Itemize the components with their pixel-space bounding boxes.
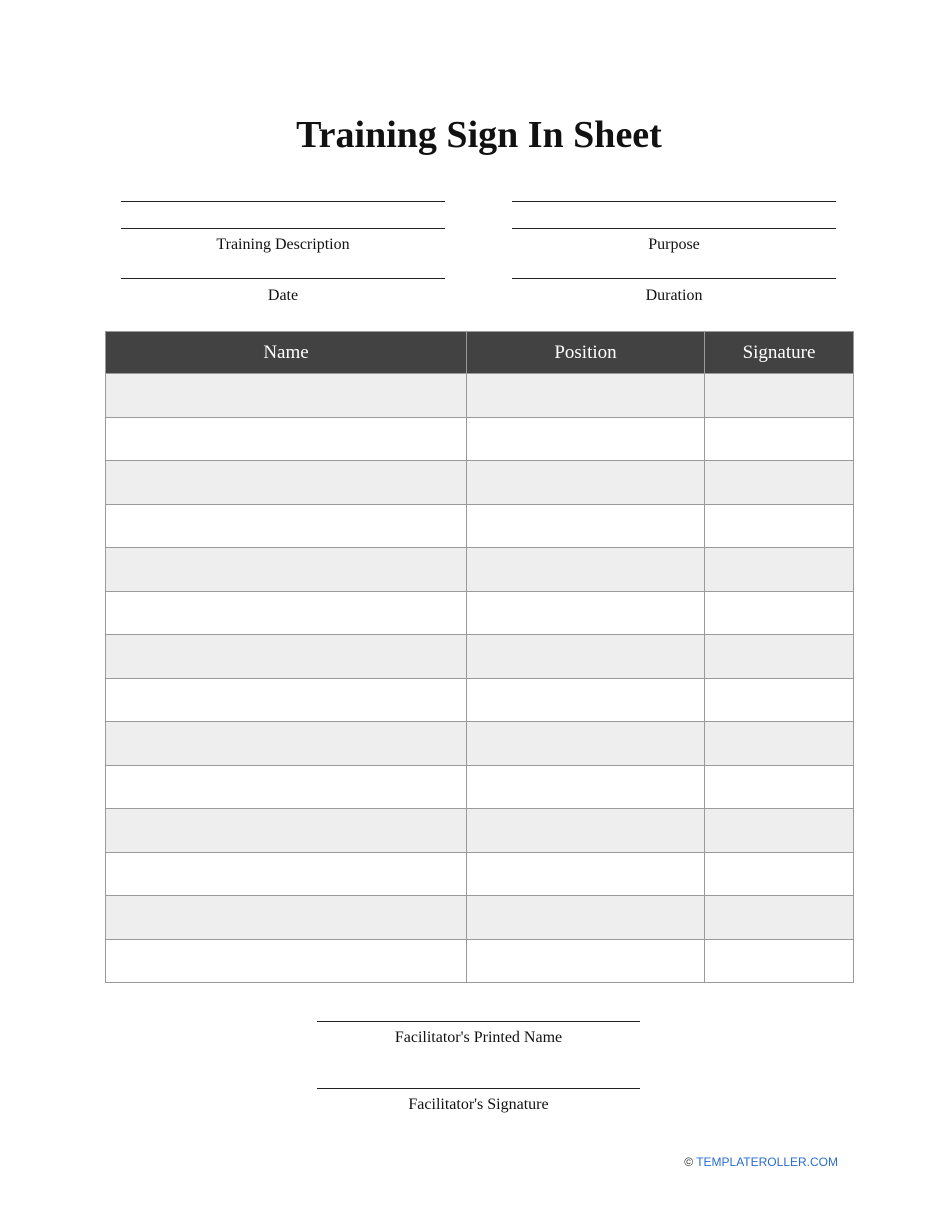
table-row <box>106 374 854 418</box>
name-cell[interactable] <box>106 678 467 722</box>
table-row <box>106 461 854 505</box>
facilitator-printed-name-label: Facilitator's Printed Name <box>394 1029 563 1046</box>
table-row <box>106 504 854 548</box>
name-cell[interactable] <box>106 635 467 679</box>
position-cell[interactable] <box>467 678 705 722</box>
table-row <box>106 722 854 766</box>
footer-credit <box>640 1155 838 1169</box>
facilitator-signature-line[interactable] <box>317 1088 640 1089</box>
table-row <box>106 896 854 940</box>
signature-cell[interactable] <box>705 374 854 418</box>
position-cell[interactable] <box>467 852 705 896</box>
table-row <box>106 678 854 722</box>
position-cell[interactable] <box>467 765 705 809</box>
position-cell[interactable] <box>467 939 705 983</box>
sign-in-table <box>105 331 854 983</box>
signature-cell[interactable] <box>705 896 854 940</box>
position-cell[interactable] <box>467 417 705 461</box>
date-label: Date <box>267 287 299 304</box>
position-cell[interactable] <box>467 548 705 592</box>
column-header-position: Position <box>467 332 705 374</box>
table-row <box>106 591 854 635</box>
signature-cell[interactable] <box>705 722 854 766</box>
table-row <box>106 635 854 679</box>
signature-cell[interactable] <box>705 504 854 548</box>
training-description-label: Training Description <box>216 236 350 253</box>
position-cell[interactable] <box>467 635 705 679</box>
signature-cell[interactable] <box>705 417 854 461</box>
table-row <box>106 765 854 809</box>
signature-cell[interactable] <box>705 678 854 722</box>
name-cell[interactable] <box>106 896 467 940</box>
signature-cell[interactable] <box>705 591 854 635</box>
name-cell[interactable] <box>106 461 467 505</box>
table-row <box>106 548 854 592</box>
name-cell[interactable] <box>106 374 467 418</box>
position-cell[interactable] <box>467 504 705 548</box>
position-cell[interactable] <box>467 722 705 766</box>
facilitator-signature-label: Facilitator's Signature <box>408 1096 549 1113</box>
name-cell[interactable] <box>106 504 467 548</box>
name-cell[interactable] <box>106 591 467 635</box>
signature-cell[interactable] <box>705 939 854 983</box>
table-row <box>106 939 854 983</box>
position-cell[interactable] <box>467 461 705 505</box>
templateroller-link[interactable]: TEMPLATEROLLER.COM <box>696 1155 838 1169</box>
facilitator-printed-name-line[interactable] <box>317 1021 640 1022</box>
position-cell[interactable] <box>467 374 705 418</box>
position-cell[interactable] <box>467 591 705 635</box>
copyright-symbol: © <box>684 1155 694 1169</box>
name-cell[interactable] <box>106 765 467 809</box>
name-cell[interactable] <box>106 852 467 896</box>
signature-cell[interactable] <box>705 809 854 853</box>
table-row <box>106 809 854 853</box>
document-title: Training Sign In Sheet <box>296 114 662 156</box>
training-description-line-2[interactable] <box>121 228 445 229</box>
position-cell[interactable] <box>467 809 705 853</box>
table-row <box>106 852 854 896</box>
duration-line[interactable] <box>512 278 836 279</box>
signature-cell[interactable] <box>705 765 854 809</box>
duration-label: Duration <box>645 287 703 304</box>
purpose-label: Purpose <box>648 236 700 253</box>
name-cell[interactable] <box>106 809 467 853</box>
name-cell[interactable] <box>106 939 467 983</box>
training-description-line-1[interactable] <box>121 201 445 202</box>
table-row <box>106 417 854 461</box>
name-cell[interactable] <box>106 548 467 592</box>
table-body <box>106 374 854 983</box>
column-header-name: Name <box>106 332 467 374</box>
signature-cell[interactable] <box>705 852 854 896</box>
name-cell[interactable] <box>106 722 467 766</box>
column-header-signature: Signature <box>705 332 854 374</box>
name-cell[interactable] <box>106 417 467 461</box>
date-line[interactable] <box>121 278 445 279</box>
signature-cell[interactable] <box>705 461 854 505</box>
purpose-line-2[interactable] <box>512 228 836 229</box>
table-header-row <box>106 332 854 374</box>
signature-cell[interactable] <box>705 635 854 679</box>
signature-cell[interactable] <box>705 548 854 592</box>
position-cell[interactable] <box>467 896 705 940</box>
purpose-line-1[interactable] <box>512 201 836 202</box>
